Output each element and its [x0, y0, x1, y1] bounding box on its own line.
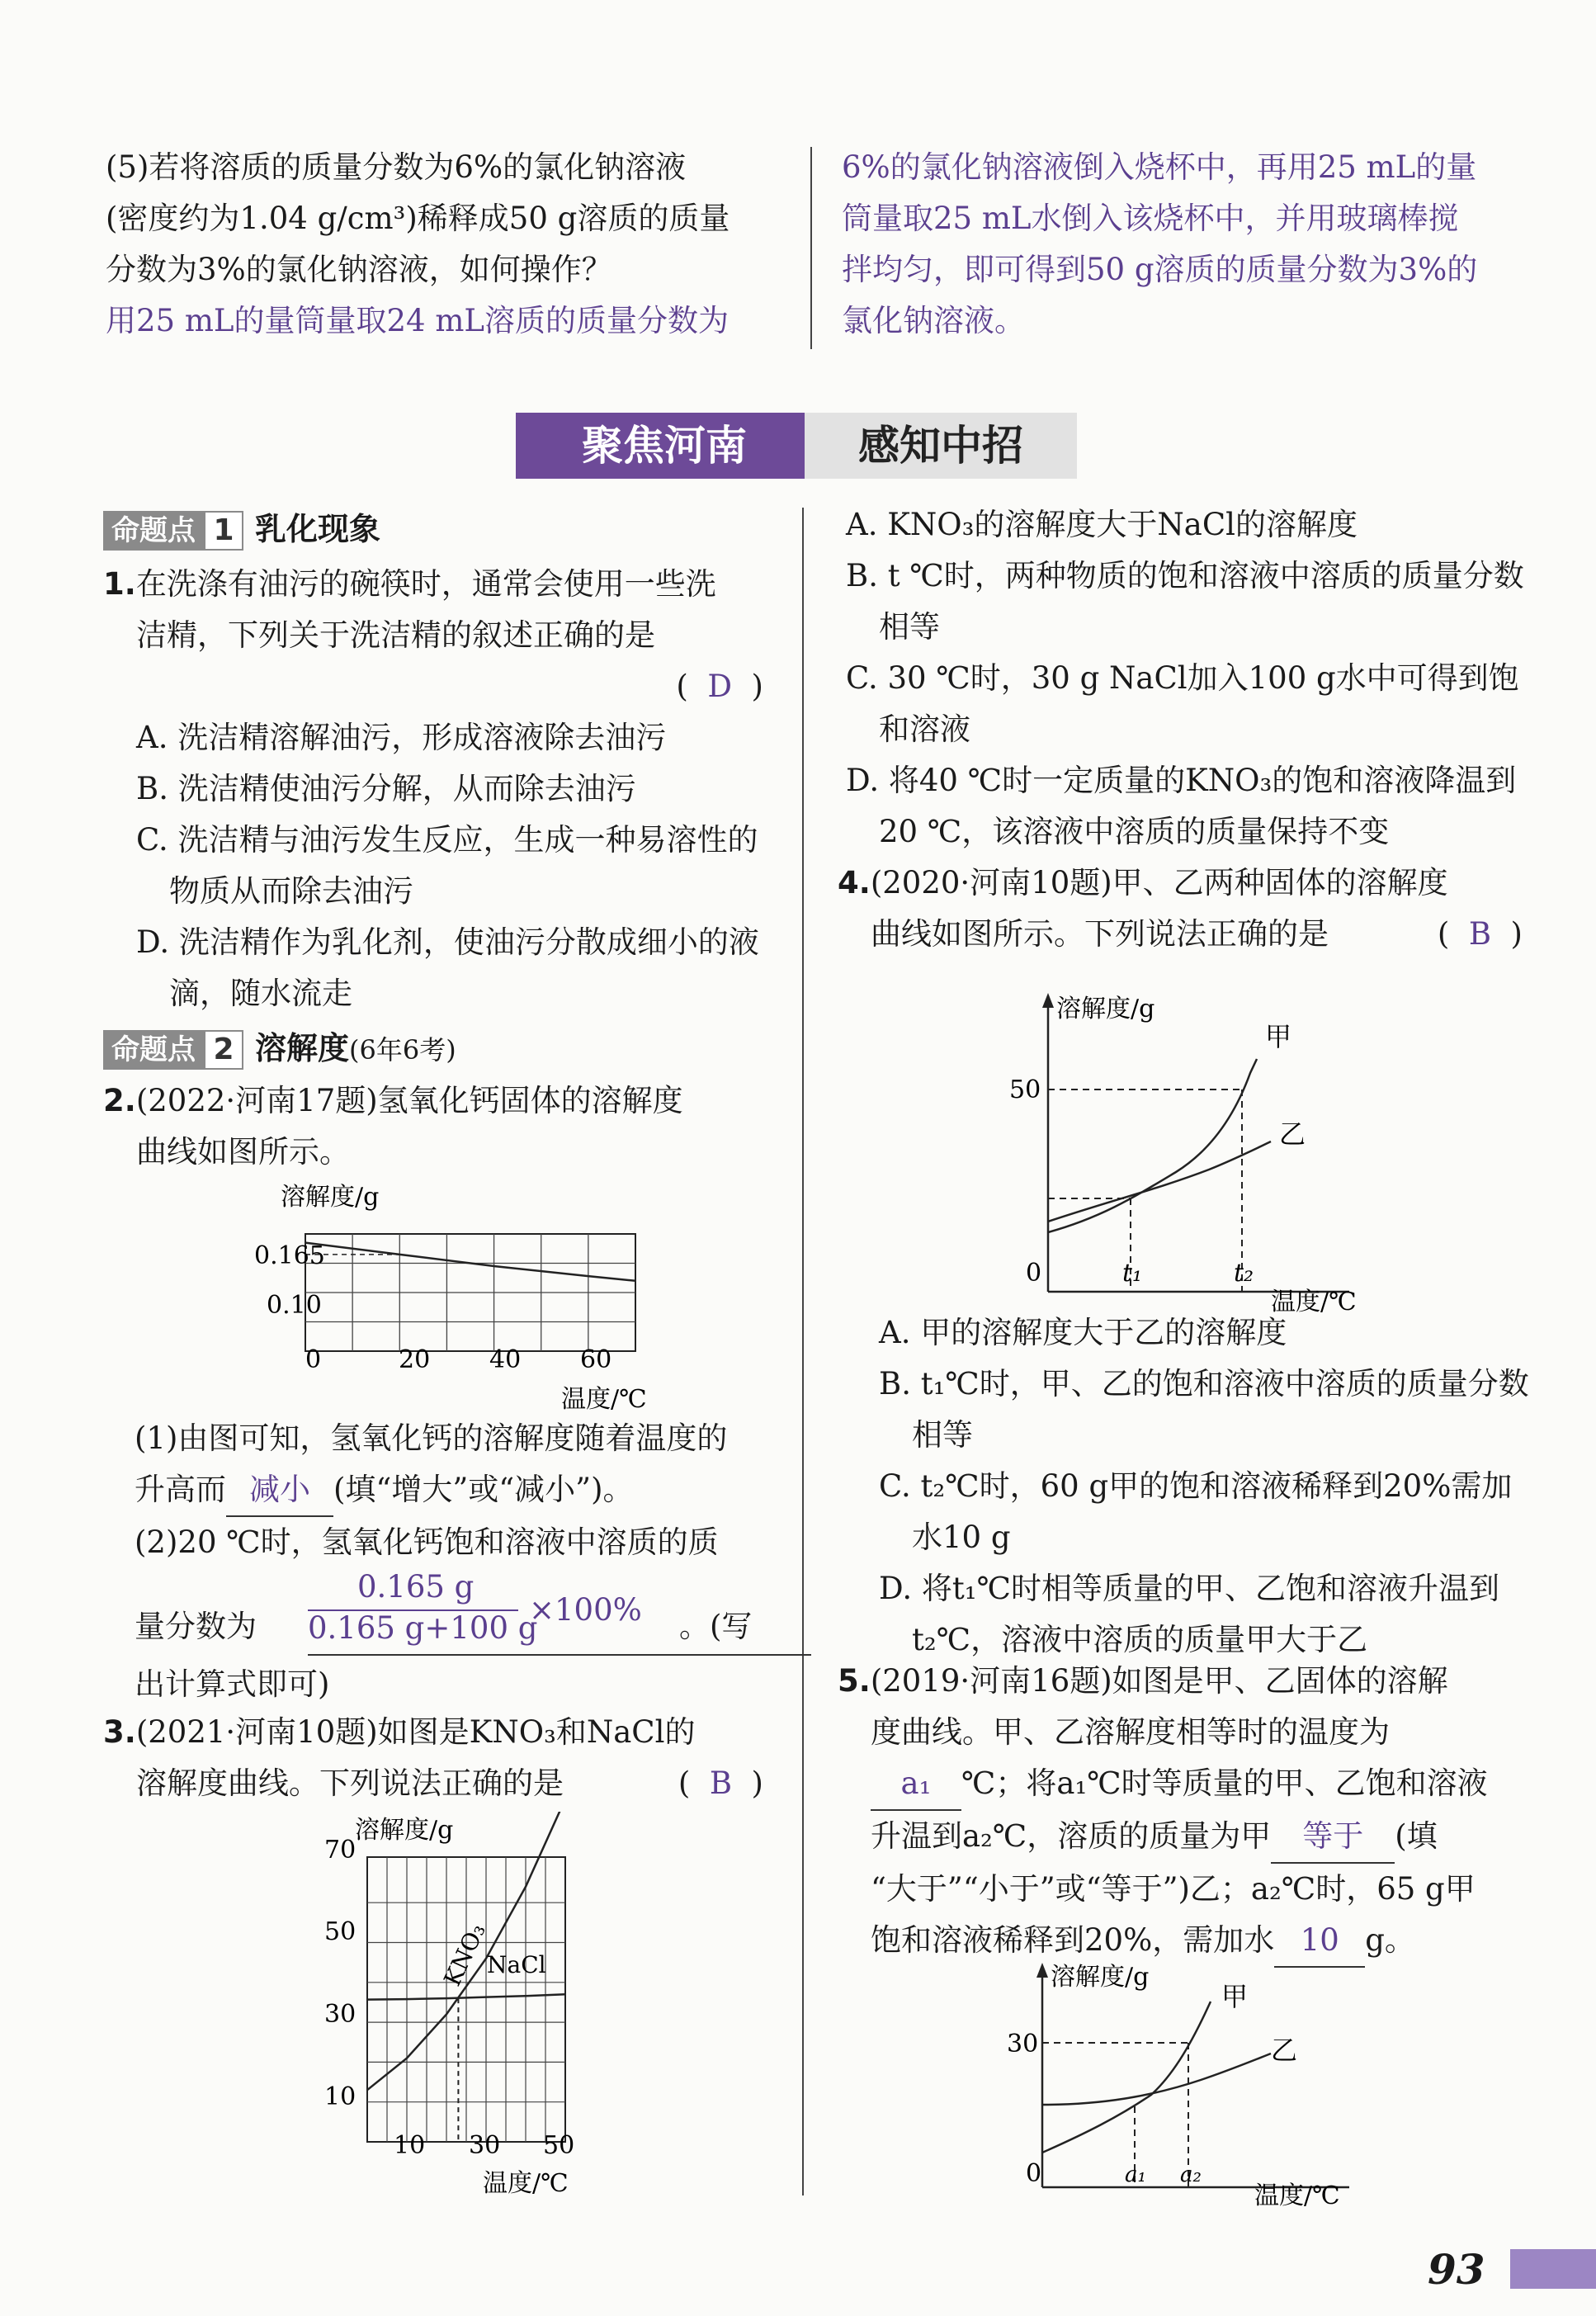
jia-yi-chart-1 — [994, 986, 1391, 1316]
page-number-bar — [1510, 2249, 1596, 2289]
top-left-column — [106, 142, 782, 347]
chart1-grid — [305, 1234, 635, 1351]
chart1-xtick: 40 — [489, 1345, 522, 1374]
jia-yi-chart-2 — [986, 1956, 1382, 2212]
q2-sub2-line3: 出计算式即可) — [135, 1666, 330, 1702]
q2-sub2-line2 — [135, 1568, 786, 1659]
chart3-xtick: 0 — [1026, 1259, 1042, 1288]
chart1-xtick: 60 — [580, 1345, 612, 1374]
top-question-line: (密度约为1.04 g/cm³)稀释成50 g溶质的质量 — [106, 201, 730, 236]
chart4-xtick: a₁ — [1125, 2162, 1146, 2187]
chart3-jia-label: 甲 — [1265, 1021, 1292, 1052]
chart1-xtick: 20 — [399, 1345, 431, 1374]
q3-number: 3. — [103, 1714, 136, 1750]
section-banner — [516, 413, 1085, 479]
banner-left: 聚焦河南 — [516, 413, 813, 479]
q2-subquestions — [135, 1413, 786, 1710]
q4-option: A. 甲的溶解度大于乙的溶解度 — [879, 1315, 1287, 1350]
top-answer-line: 氯化钠溶液。 — [842, 303, 1025, 338]
q5-number: 5. — [838, 1663, 871, 1699]
chart3-ylabel: 溶解度/g — [1056, 995, 1155, 1023]
q2-stem-line: (2022·河南17题)氢氧化钙固体的溶解度 — [135, 1083, 683, 1118]
chart4-yi-curve — [1042, 2054, 1271, 2105]
chart2-ytick: 70 — [324, 1836, 357, 1865]
q5-text: g。 — [1365, 1922, 1415, 1958]
top-answer-line: 拌均匀，即可得到50 g溶质的质量分数为3%的 — [842, 252, 1478, 287]
chart3-yi-label: 乙 — [1279, 1118, 1306, 1150]
q1-number: 1. — [103, 566, 136, 602]
point-tag: 命题点 — [103, 1030, 204, 1070]
q3-option: A. KNO₃的溶解度大于NaCl的溶解度 — [846, 507, 1358, 542]
chart3-ytick: 50 — [1009, 1075, 1041, 1104]
q4-number: 4. — [838, 865, 871, 900]
q2-sub1-line1: (1)由图可知，氢氧化钙的溶解度随着温度的 — [135, 1420, 728, 1456]
top-question-line: (5)若将溶质的质量分数为6%的氯化钠溶液 — [106, 149, 687, 185]
chart3-xtick: t₁ — [1122, 1259, 1143, 1288]
chart4-xtick: 0 — [1026, 2159, 1042, 2188]
q1-answer-row: ( D ) — [676, 669, 763, 704]
chart2-nacl-label: NaCl — [487, 1951, 546, 1978]
q3-stem — [103, 1707, 780, 1809]
q5-text: ℃；将a₁℃时等质量的甲、乙饱和溶液 — [961, 1765, 1488, 1801]
q5-text: (填 — [1395, 1818, 1438, 1854]
page-number: 93 — [1428, 2245, 1485, 2294]
q2-sub1-line2 — [135, 1464, 786, 1517]
chart2-ytick: 30 — [324, 2000, 357, 2029]
caoh2-chart — [239, 1176, 668, 1424]
q3-stem-line: 溶解度曲线。下列说法正确的是 — [136, 1765, 564, 1801]
q3-stem-line: (2021·河南10题)如图是KNO₃和NaCl的 — [135, 1714, 696, 1750]
chart3-xlabel: 温度/℃ — [1271, 1288, 1357, 1316]
point-title: 溶解度 — [255, 1030, 350, 1066]
kno3-nacl-chart — [318, 1812, 590, 2208]
q2-sub2-text: 。(写 — [679, 1609, 753, 1644]
chart2-xtick: 50 — [543, 2131, 575, 2160]
q2-stem — [103, 1075, 780, 1127]
q5-answer-2: 等于 — [1271, 1811, 1395, 1864]
q5-line: “大于”“小于”或“等于”)乙；a₂℃时，65 g甲 — [871, 1871, 1476, 1907]
q3-option: B. t ℃时，两种物质的饱和溶液中溶质的质量分数相等 — [846, 558, 1524, 645]
chart2-xtick: 30 — [469, 2131, 501, 2160]
q2-stem-line: 曲线如图所示。 — [136, 1134, 350, 1170]
chart2-ylabel: 溶解度/g — [355, 1816, 454, 1845]
chart4-xlabel: 温度/℃ — [1254, 2181, 1340, 2210]
q4-options — [871, 1307, 1531, 1666]
q3-answer: B — [709, 1765, 733, 1801]
chart1-xlabel: 温度/℃ — [561, 1385, 647, 1414]
point1-heading — [103, 503, 780, 555]
q2-sub2-text: 量分数为 — [135, 1609, 257, 1644]
fraction-denominator: 0.165 g+100 g — [308, 1610, 538, 1646]
q2-sub1-text: 升高而 — [135, 1472, 226, 1507]
point-tag: 命题点 — [103, 511, 204, 551]
q2-number: 2. — [103, 1083, 136, 1118]
fraction-times: ×100% — [529, 1592, 642, 1628]
top-answer-line: 用25 mL的量筒量取24 mL溶质的质量分数为 — [106, 303, 729, 338]
top-answer-line: 6%的氯化钠溶液倒入烧杯中，再用25 mL的量 — [842, 149, 1477, 185]
chart1-curve — [305, 1243, 635, 1281]
chart4-jia-curve — [1042, 2002, 1211, 2153]
q5-text: 升温到a₂℃，溶质的质量为甲 — [871, 1818, 1272, 1854]
chart3-jia-curve — [1048, 1059, 1257, 1232]
q2-sub1-answer: 减小 — [226, 1464, 333, 1517]
q4-answer: B — [1468, 916, 1492, 952]
q2-sub2-line1: (2)20 ℃时，氢氧化钙饱和溶液中溶质的质 — [135, 1524, 719, 1560]
main-divider — [802, 508, 804, 2195]
chart4-jia-label: 甲 — [1221, 1981, 1249, 2012]
point-number: 2 — [204, 1030, 243, 1070]
chart4-yi-label: 乙 — [1271, 2035, 1298, 2066]
q1-option: C. 洗洁精与油污发生反应，生成一种易溶性的物质从而除去油污 — [136, 822, 758, 909]
chart2-xlabel: 温度/℃ — [483, 2169, 569, 2198]
q3-answer-row: ( B ) — [678, 1765, 763, 1801]
chart1-ytick: 0.165 — [254, 1241, 325, 1270]
q1-option: A. 洗洁精溶解油污，形成溶液除去油污 — [136, 720, 667, 755]
banner-right: 感知中招 — [805, 413, 1077, 479]
top-answer-line: 筒量取25 mL水倒入该烧杯中，并用玻璃棒搅 — [842, 201, 1459, 236]
q1-answer: D — [707, 669, 733, 704]
chart2-xtick: 10 — [394, 2131, 426, 2160]
q1-option: D. 洗洁精作为乳化剂，使油污分散成细小的液滴，随水流走 — [136, 924, 759, 1011]
fraction-numerator: 0.165 g — [357, 1569, 475, 1605]
chart2-kno3-label: KNO₃ — [438, 1919, 491, 1991]
q4-option: C. t₂℃时，60 g甲的饱和溶液稀释到20%需加水10 g — [879, 1468, 1513, 1555]
q2-sub1-text: (填“增大”或“减小”)。 — [333, 1472, 634, 1507]
right-column — [838, 499, 1531, 960]
q5-answer-1: a₁ — [871, 1758, 961, 1811]
chart4-y-arrow — [1036, 1963, 1048, 1978]
q5-answer-3: 10 — [1274, 1915, 1365, 1968]
chart1-ytick: 0.10 — [267, 1291, 322, 1320]
q1-option: B. 洗洁精使油污分解，从而除去油污 — [136, 771, 636, 806]
point-number: 1 — [204, 511, 243, 551]
chart3-xtick: t₂ — [1234, 1259, 1254, 1288]
q1-stem-line: 洁精，下列关于洗洁精的叙述正确的是 — [136, 617, 655, 653]
chart4-xtick: a₂ — [1180, 2162, 1202, 2187]
chart4-ylabel: 溶解度/g — [1051, 1963, 1150, 1992]
chart2-ytick: 50 — [324, 1917, 357, 1946]
point-title: 乳化现象 — [255, 511, 381, 547]
q4-option: B. t₁℃时，甲、乙的饱和溶液中溶质的质量分数相等 — [879, 1366, 1529, 1453]
chart3-y-arrow — [1042, 993, 1054, 1008]
q4-stem-line: (2020·河南10题)甲、乙两种固体的溶解度 — [870, 865, 1448, 900]
chart1-xtick: 0 — [305, 1345, 322, 1374]
q3-option: C. 30 ℃时，30 g NaCl加入100 g水中可得到饱和溶液 — [846, 660, 1519, 747]
q4-stem — [838, 858, 1531, 909]
top-question-line: 分数为3%的氯化钠溶液，如何操作？ — [106, 252, 612, 287]
q5-line-with-blank — [838, 1758, 1531, 1811]
chart2-ytick: 10 — [324, 2082, 357, 2111]
left-column — [103, 503, 780, 1178]
q4-option: D. 将t₁℃时相等质量的甲、乙饱和溶液升温到t₂℃，溶液中溶质的质量甲大于乙 — [879, 1571, 1499, 1657]
chart1-ylabel: 溶解度/g — [281, 1183, 380, 1212]
q1-stem-line: 在洗涤有油污的碗筷时，通常会使用一些洗 — [135, 566, 716, 602]
q5-line: (2019·河南16题)如图是甲、乙固体的溶解 — [870, 1663, 1448, 1699]
q3-option: D. 将40 ℃时一定质量的KNO₃的饱和溶液降温到20 ℃，该溶液中溶质的质量保持不变 — [846, 763, 1517, 849]
q5-line: 度曲线。甲、乙溶解度相等时的温度为 — [871, 1714, 1390, 1750]
q1-stem — [103, 559, 780, 610]
q2-sub2-underline — [308, 1654, 811, 1656]
q5-block — [838, 1656, 1531, 1968]
q5-text: 饱和溶液稀释到20%，需加水 — [871, 1922, 1275, 1958]
point-extra: (6年6考) — [349, 1034, 456, 1066]
q4-stem-line: 曲线如图所示。下列说法正确的是 — [871, 916, 1329, 952]
q4-answer-row: ( B ) — [1437, 916, 1523, 952]
point2-heading — [103, 1023, 780, 1075]
q5-line-with-blank — [838, 1811, 1531, 1864]
chart4-ytick: 30 — [1007, 2030, 1039, 2058]
top-divider — [810, 147, 812, 349]
top-right-column — [842, 142, 1518, 347]
